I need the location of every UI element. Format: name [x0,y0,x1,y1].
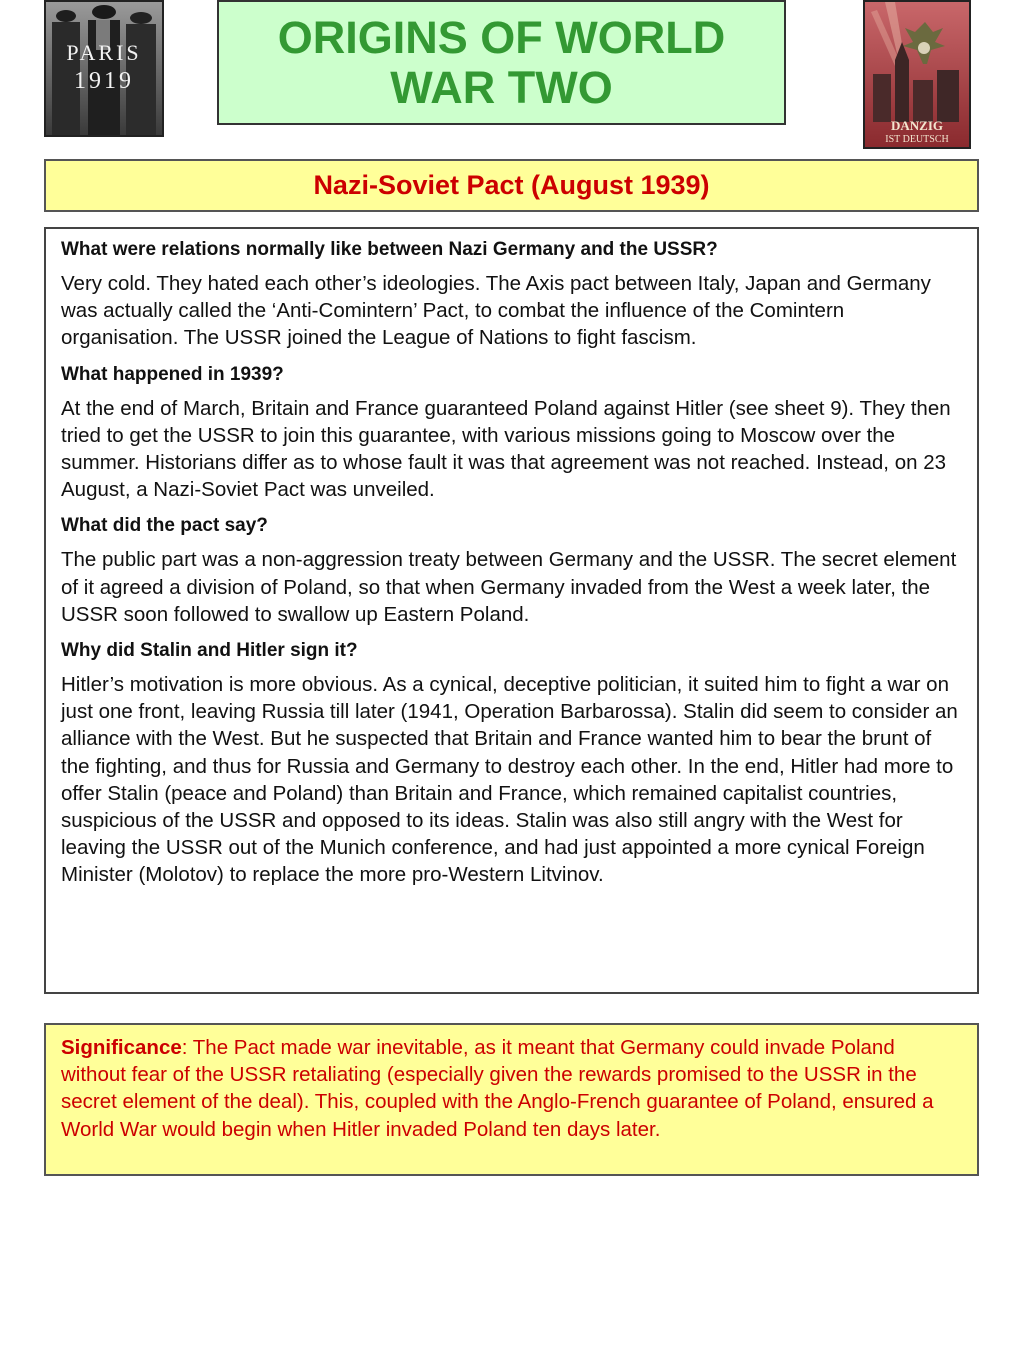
answer-motives: Hitler’s motivation is more obvious. As a cynical, deceptive politician, it suited him to fight a war on just one front, leaving Russia till later (1941, Operation Barbarossa). Stalin did seem to consider an alliance with the West. But he suspected that Britain and France wanted him to bear the brunt of the fighting, and thus for Russia and Germany to destroy each other. In the end, Hitler had more to offer Stalin (peace and Poland) than Britain and France, which remained capitalist countries, suspicious of the USSR and opposed to its ideas. Stalin was also still angry with the West for leaving the USSR out of the Munich conference, and had just appointed a more cynical Foreign Minister (Molotov) to replace the more pro-Western Litvinov. [61,673,958,887]
qa-section [61,360,961,504]
question-motives: Why did Stalin and Hitler sign it? [61,640,358,662]
section-heading: Nazi-Soviet Pact (August 1939) [313,170,710,200]
page-title: ORIGINS OF WORLD WAR TWO [277,11,726,113]
subtitle-box [44,159,979,212]
question-1939: What happened in 1939? [61,363,284,385]
question-pact-terms: What did the pact say? [61,515,268,537]
answer-relations: Very cold. They hated each other’s ideologies. The Axis pact between Italy, Japan and Germany was actually called the ‘Anti-Comintern’ Pact, to combat the influence of the Comintern organisation. The USSR joined the League of Nations to fight fascism. [61,272,931,350]
significance-paragraph [61,1034,961,1143]
qa-section [61,511,961,628]
significance-text: : The Pact made war inevitable, as it meant that Germany could invade Poland without fear of the USSR retaliating (especially given the rewards promised to the USSR in the secret element of the deal). This, coupled with the Anglo-French guarantee of Poland, ensured a World War would begin when Hitler invaded Poland ten days later. [61,1036,934,1141]
qa-section [61,636,961,889]
significance-box [44,1023,979,1176]
paris-1919-photo [46,2,162,135]
danzig-poster-image [863,0,971,149]
answer-pact-terms: The public part was a non-aggression treaty between Germany and the USSR. The secret element of it agreed a division of Poland, so that when Germany invaded from the West a week later, the USSR soon followed to swallow up Eastern Poland. [61,548,957,626]
danzig-poster-art [865,2,969,147]
qa-section [61,235,961,352]
paris-1919-book-cover-image [44,0,164,137]
book-title-line2: 1919 [74,68,134,94]
book-title-line1: PARIS [66,40,142,65]
significance-label: Significance [61,1036,182,1059]
title-box [217,0,786,125]
answer-1939: At the end of March, Britain and France guaranteed Poland against Hitler (see sheet 9). They then tried to get the USSR to join this guarantee, with various missions going to Moscow over the summer. Historians differ as to whose fault it was that agreement was not reached. Instead, on 23 August, a Nazi-Soviet Pact was unveiled. [61,396,951,502]
question-relations: What were relations normally like between Nazi Germany and the USSR? [61,239,718,260]
main-content-box [44,227,979,994]
poster-text-line2: IST DEUTSCH [885,134,949,145]
poster-text-line1: DANZIG [890,118,944,133]
